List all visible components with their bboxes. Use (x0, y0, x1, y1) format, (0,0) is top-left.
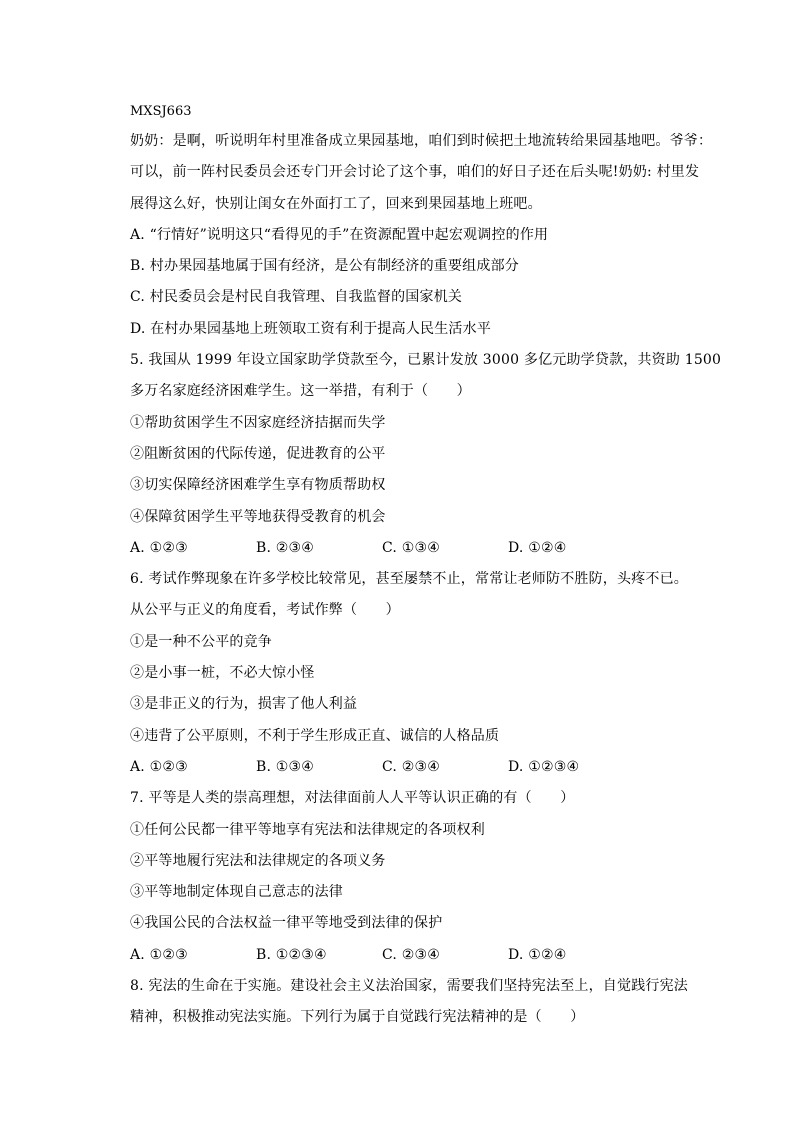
choice-c: C. ①③④ (382, 539, 440, 556)
question-stem: 5. 我国从 1999 年设立国家助学贷款至今，已累计发放 3000 多亿元助学贷款，共资助 1500 (130, 352, 722, 369)
question-stem: 从公平与正义的角度看，考试作弊（ ） (130, 602, 400, 619)
statement-item: ④保障贫困学生平等地获得受教育的机会 (130, 508, 386, 525)
choice-b: B. ①②③④ (256, 946, 327, 963)
choice-c: C. ②③④ (382, 758, 440, 775)
text-line: 展得这么好，快别让闺女在外面打工了，回来到果园基地上班吧。 (130, 195, 542, 212)
choice-b: B. ②③④ (256, 539, 315, 556)
choice-a: A. ①②③ (130, 539, 188, 556)
document-content (130, 100, 722, 1035)
document-code: MXSJ663 (130, 104, 192, 119)
choice-d: D. ①②④ (508, 539, 567, 556)
statement-item: ②阻断贫困的代际传递，促进教育的公平 (130, 445, 386, 462)
statement-item: ④违背了公平原则，不利于学生形成正直、诚信的人格品质 (130, 727, 500, 744)
choice-a: A. ①②③ (130, 946, 188, 963)
question-stem: 精神，积极推动宪法实施。下列行为属于自觉践行宪法精神的是（ ） (130, 1009, 585, 1026)
statement-item: ③切实保障经济困难学生享有物质帮助权 (130, 477, 386, 494)
question-6 (130, 565, 690, 784)
statement-item: ①帮助贫困学生不因家庭经济拮据而失学 (130, 414, 386, 431)
choice-c: C. ②③④ (382, 946, 440, 963)
option-b: B. 村办果园基地属于国有经济，是公有制经济的重要组成部分 (130, 258, 519, 275)
choice-b: B. ①③④ (256, 758, 315, 775)
question-5 (130, 346, 722, 565)
choice-a: A. ①②③ (130, 758, 188, 775)
option-c: C. 村民委员会是村民自我管理、自我监督的国家机关 (130, 289, 463, 306)
question-4-material (130, 127, 713, 221)
question-7 (130, 784, 690, 972)
statement-item: ①是一种不公平的竞争 (130, 633, 272, 650)
text-line: 可以，前一阵村民委员会还专门开会讨论了这个事，咱们的好日子还在后头呢!奶奶: 村里发 (130, 164, 700, 181)
option-a: A. “行情好”说明这只“看得见的手”在资源配置中起宏观调控的作用 (130, 226, 549, 243)
question-stem: 8. 宪法的生命在于实施。建设社会主义法治国家，需要我们坚持宪法至上，自觉践行宪法 (130, 978, 689, 995)
question-4-options (130, 221, 690, 346)
answer-choices (130, 753, 690, 784)
question-8 (130, 972, 690, 1035)
question-stem: 6. 考试作弊现象在许多学校比较常见，甚至屡禁不止，常常让老师防不胜防，头疼不已。 (130, 571, 689, 588)
question-stem: 7. 平等是人类的崇高理想，对法律面前人人平等认识正确的有（ ） (130, 790, 575, 807)
statement-item: ①任何公民都一律平等地享有宪法和法律规定的各项权利 (130, 821, 485, 838)
answer-choices (130, 534, 690, 565)
text-line: 奶奶：是啊，听说明年村里准备成立果园基地，咱们到时候把土地流转给果园基地吧。爷爷： (130, 133, 713, 149)
option-d: D. 在村办果园基地上班领取工资有利于提高人民生活水平 (130, 320, 492, 337)
statement-item: ②平等地履行宪法和法律规定的各项义务 (130, 852, 386, 869)
answer-choices (130, 941, 690, 972)
question-stem: 多万名家庭经济困难学生。这一举措，有利于（ ） (130, 383, 471, 400)
choice-d: D. ①②③④ (508, 758, 580, 775)
statement-item: ③平等地制定体现自己意志的法律 (130, 884, 343, 901)
choice-d: D. ①②④ (508, 946, 567, 963)
statement-item: ③是非正义的行为，损害了他人利益 (130, 696, 358, 713)
statement-item: ④我国公民的合法权益一律平等地受到法律的保护 (130, 915, 443, 932)
statement-item: ②是小事一桩，不必大惊小怪 (130, 665, 315, 682)
